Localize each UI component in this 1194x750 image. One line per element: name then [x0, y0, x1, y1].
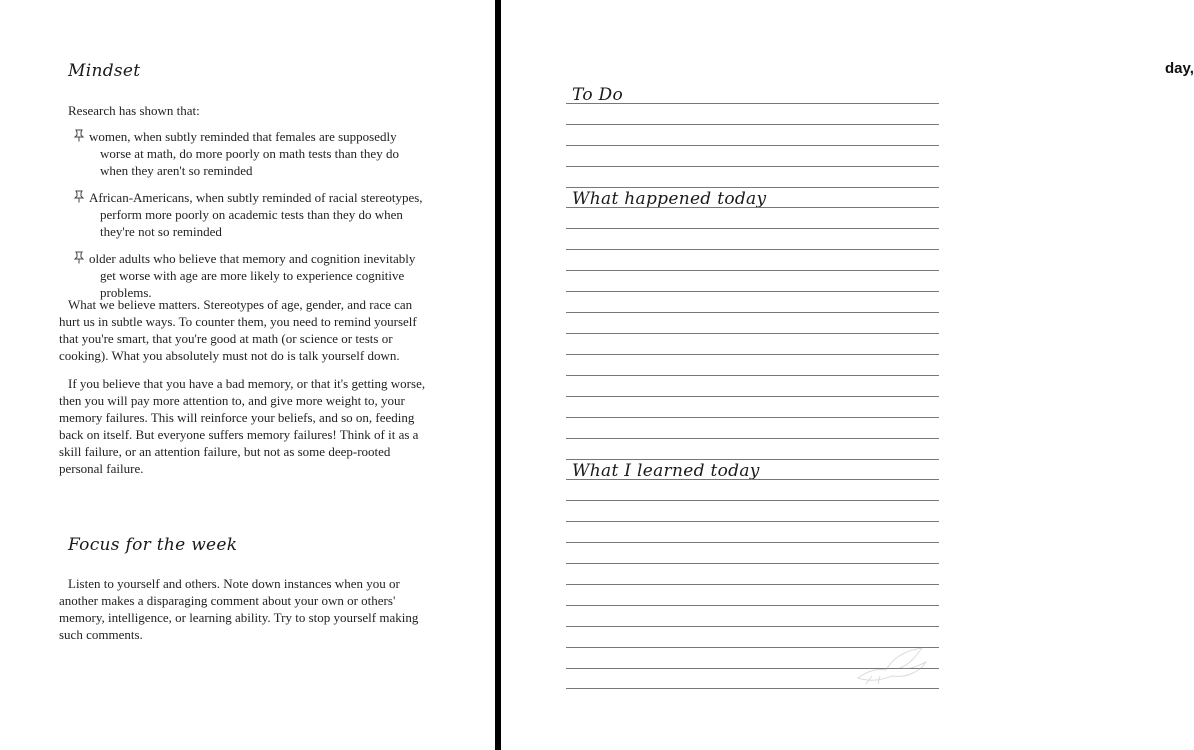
focus-paragraph: Listen to yourself and others. Note down instances when you or another makes a disparaging comment about your own or others' memory, intelligence, or learning ability. Try to stop yourself making such comments. — [59, 576, 419, 642]
happened-line[interactable] — [566, 249, 939, 250]
learned-line[interactable] — [566, 542, 939, 543]
learned-line[interactable] — [566, 584, 939, 585]
todo-heading: To Do — [572, 85, 624, 105]
happened-line[interactable] — [566, 270, 939, 271]
happened-line[interactable] — [566, 354, 939, 355]
bird-doodle-icon — [852, 636, 932, 691]
intro-text: Research has shown that: — [68, 103, 200, 118]
happened-line[interactable] — [566, 228, 939, 229]
happened-line[interactable] — [566, 207, 939, 208]
happened-line[interactable] — [566, 417, 939, 418]
bullet-item — [74, 128, 430, 179]
mindset-heading: Mindset — [68, 61, 141, 81]
what-happened-heading: What happened today — [572, 189, 767, 209]
pushpin-icon — [74, 190, 84, 207]
happened-line[interactable] — [566, 396, 939, 397]
left-page — [0, 0, 495, 750]
happened-line[interactable] — [566, 438, 939, 439]
what-learned-heading: What I learned today — [572, 461, 760, 481]
day-label: day, — [1165, 60, 1194, 77]
bullet-text: African-Americans, when subtly reminded of racial stereotypes, perform more poorly on academic tests than they do when they're not so reminded — [89, 190, 423, 239]
happened-line[interactable] — [566, 375, 939, 376]
bullet-item — [74, 189, 430, 240]
learned-line[interactable] — [566, 605, 939, 606]
happened-line[interactable] — [566, 333, 939, 334]
bullet-item — [74, 250, 430, 301]
learned-line[interactable] — [566, 521, 939, 522]
learned-line[interactable] — [566, 626, 939, 627]
pushpin-icon — [74, 251, 84, 268]
happened-line[interactable] — [566, 291, 939, 292]
todo-line[interactable] — [566, 187, 939, 188]
beliefs-paragraph: What we believe matters. Stereotypes of age, gender, and race can hurt us in subtle ways. To counter them, you need to remind yourself that you're smart, that you're good at math (or science or tests or cooking). What you absolutely must not do is talk yourself down. — [59, 297, 417, 363]
todo-line[interactable] — [566, 103, 939, 104]
happened-line[interactable] — [566, 312, 939, 313]
todo-line[interactable] — [566, 124, 939, 125]
pushpin-icon — [74, 129, 84, 146]
learned-line[interactable] — [566, 479, 939, 480]
bullet-text: women, when subtly reminded that females are supposedly worse at math, do more poorly on math tests than they do when they aren't so reminded — [89, 129, 399, 178]
todo-line[interactable] — [566, 145, 939, 146]
todo-line[interactable] — [566, 166, 939, 167]
learned-line[interactable] — [566, 500, 939, 501]
research-bullet-list — [74, 128, 430, 311]
memory-paragraph: If you believe that you have a bad memory, or that it's getting worse, then you will pay more attention to, and give more weight to, your memory failures. This will reinforce your beliefs, and so on, feeding back on itself. But everyone suffers memory failures! Think of it as a skill failure, or an attention failure, but not as some deep-rooted personal failure. — [59, 376, 426, 476]
happened-line[interactable] — [566, 459, 939, 460]
bullet-text: older adults who believe that memory and cognition inevitably get worse with age are more likely to experience cognitive problems. — [89, 251, 416, 300]
focus-heading: Focus for the week — [68, 535, 238, 555]
learned-line[interactable] — [566, 563, 939, 564]
